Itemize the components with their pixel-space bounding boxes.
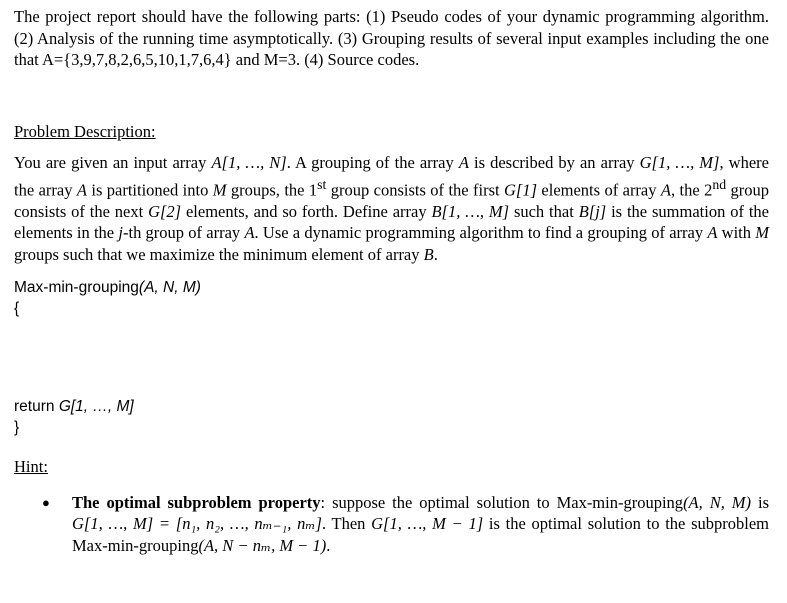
hint-text: is the optimal solution to the subproblem Max-min-grouping [72,514,770,555]
hint-text: : suppose the optimal solution to Max-min-grouping [320,492,684,512]
desc-text: group consists of the next [14,180,770,221]
desc-text: . A grouping of the array [286,153,459,172]
hint-math: G[1, …, M − 1] [371,514,484,533]
list-item [42,492,770,557]
math-m: M [212,180,227,199]
desc-text: , the 2 [671,180,713,199]
desc-text: . [433,244,438,264]
hint-math: G[1, …, M] = [n₁, n₂, …, nₘ₋₁, nₘ] [72,514,322,533]
desc-text: is described by an array [468,153,640,172]
close-brace: } [14,419,20,436]
desc-text: elements, and so forth. Define array [181,201,432,221]
ordinal-suffix: nd [712,176,727,192]
open-brace: { [14,300,20,317]
math-a: A [76,180,87,199]
desc-text: with [717,223,756,242]
desc-text: elements of array [537,180,661,199]
pseudocode-signature [14,277,769,298]
math-a: A [660,180,672,199]
math-g2: G[2] [148,201,182,221]
desc-text: is the summation of the elements in the [14,201,769,242]
desc-text: such that [509,201,579,221]
math-bj: B[j] [578,201,607,221]
desc-text: . Use a dynamic programming algorithm to find a grouping of array [254,223,708,242]
math-a: A [244,223,255,242]
desc-text: groups such that we maximize the minimum element of array [14,244,424,264]
hint-math: (A, N, M) [683,492,752,512]
math-array-g: G[1, …, M] [639,153,720,172]
hint-heading: Hint: [14,457,48,476]
math-j: j [118,223,123,242]
hint-text: . Then [321,514,372,533]
desc-text: -th group of array [122,223,245,242]
math-g1: G[1] [504,180,538,199]
math-array-a: A[1, …, N] [211,153,287,172]
desc-text: groups, the 1 [226,180,318,199]
desc-text: group consists of the first [326,180,504,199]
desc-text: , where the array [14,153,769,199]
pseudocode-body-blank [14,319,769,396]
math-b: B [423,244,434,264]
return-keyword: return [14,398,59,415]
math-a: A [458,153,469,172]
math-array-b: B[1, …, M] [431,201,510,221]
desc-text: You are given an input array [14,153,212,172]
hint-text: is [751,492,770,512]
return-statement [14,396,769,417]
bullet-icon: ● [42,494,50,510]
problem-description-paragraph [14,152,769,265]
document [14,6,769,556]
intro-paragraph: The project report should have the following parts: (1) Pseudo codes of your dynamic programming algorithm. (2) Analysis of the running time asymptotically. (3) Grouping results of several input examples including the one that A={3,9,7,8,2,6,5,10,1,7,6,4} and M=3. (4) Source codes. [14,7,769,69]
math-m: M [755,223,769,242]
hint-bold-lead: The optimal subproblem property [72,492,321,512]
function-args: (A, N, M) [138,279,201,296]
ordinal-suffix: st [317,176,327,192]
return-value: G[1, …, M] [58,398,134,415]
desc-text: is partitioned into [86,180,213,199]
function-name: Max-min-grouping [14,279,139,296]
hint-math: (A, N − nₘ, M − 1) [198,535,327,555]
math-a: A [707,223,718,242]
problem-description-heading: Problem Description: [14,121,156,141]
hint-text: . [326,535,331,555]
hint-list [14,492,769,557]
